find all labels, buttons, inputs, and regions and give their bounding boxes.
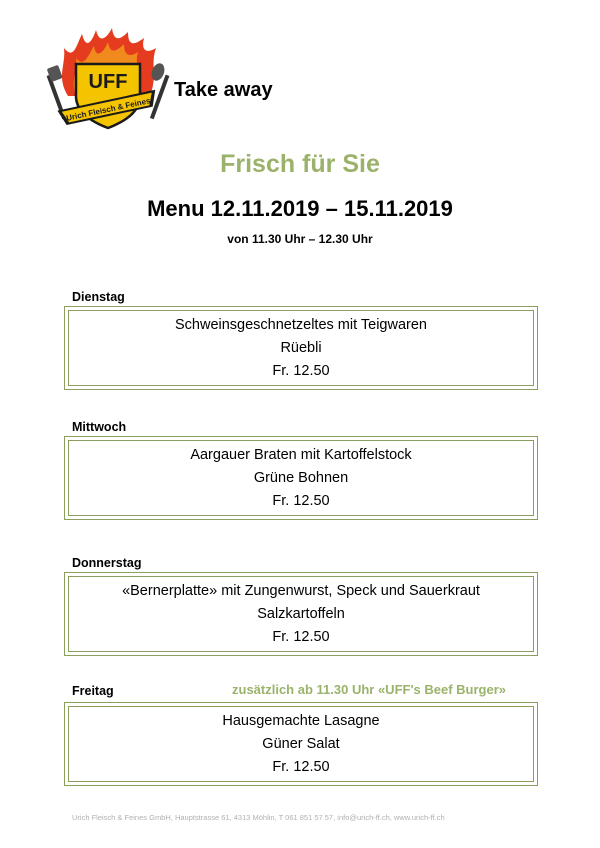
dish: Aargauer Braten mit Kartoffelstock xyxy=(190,446,412,463)
day-label-mittwoch: Mittwoch xyxy=(72,420,127,434)
menu-box-donnerstag xyxy=(64,572,538,656)
day-label-freitag: Freitag xyxy=(72,684,114,698)
logo-text: UFF xyxy=(88,71,128,93)
opening-hours: von 11.30 Uhr – 12.30 Uhr xyxy=(227,232,373,246)
price: Fr. 12.50 xyxy=(272,628,330,645)
menu-box-mittwoch xyxy=(64,436,538,520)
friday-extra-note: zusätzlich ab 11.30 Uhr «UFF's Beef Burger» xyxy=(232,682,507,697)
dish: Hausgemachte Lasagne xyxy=(222,712,380,729)
side-dish: Grüne Bohnen xyxy=(253,469,349,486)
footer-address: Urich Fleisch & Feines GmbH, Hauptstrasse 61, 4313 Möhlin, T 061 851 57 57, info@urich-ff.ch, www.urich-ff.ch xyxy=(72,813,445,822)
day-label-donnerstag: Donnerstag xyxy=(72,556,142,570)
takeaway-heading: Take away xyxy=(174,79,273,101)
side-dish: Rüebli xyxy=(280,339,322,356)
day-label-dienstag: Dienstag xyxy=(72,290,125,304)
dish: «Bernerplatte» mit Zungenwurst, Speck und Sauerkraut xyxy=(122,582,480,599)
price: Fr. 12.50 xyxy=(272,758,330,775)
menu-box-dienstag xyxy=(64,306,538,390)
uff-logo xyxy=(46,26,170,138)
dish: Schweinsgeschnetzeltes mit Teigwaren xyxy=(174,316,427,333)
page-title: Menu 12.11.2019 – 15.11.2019 xyxy=(147,196,453,221)
side-dish: Salzkartoffeln xyxy=(257,605,345,622)
side-dish: Güner Salat xyxy=(262,735,340,752)
price: Fr. 12.50 xyxy=(272,362,330,379)
menu-box-freitag xyxy=(64,702,538,786)
subtitle: Frisch für Sie xyxy=(220,150,380,178)
logo-tagline: Urich Fleisch & Feines xyxy=(65,96,152,123)
price: Fr. 12.50 xyxy=(272,492,330,509)
